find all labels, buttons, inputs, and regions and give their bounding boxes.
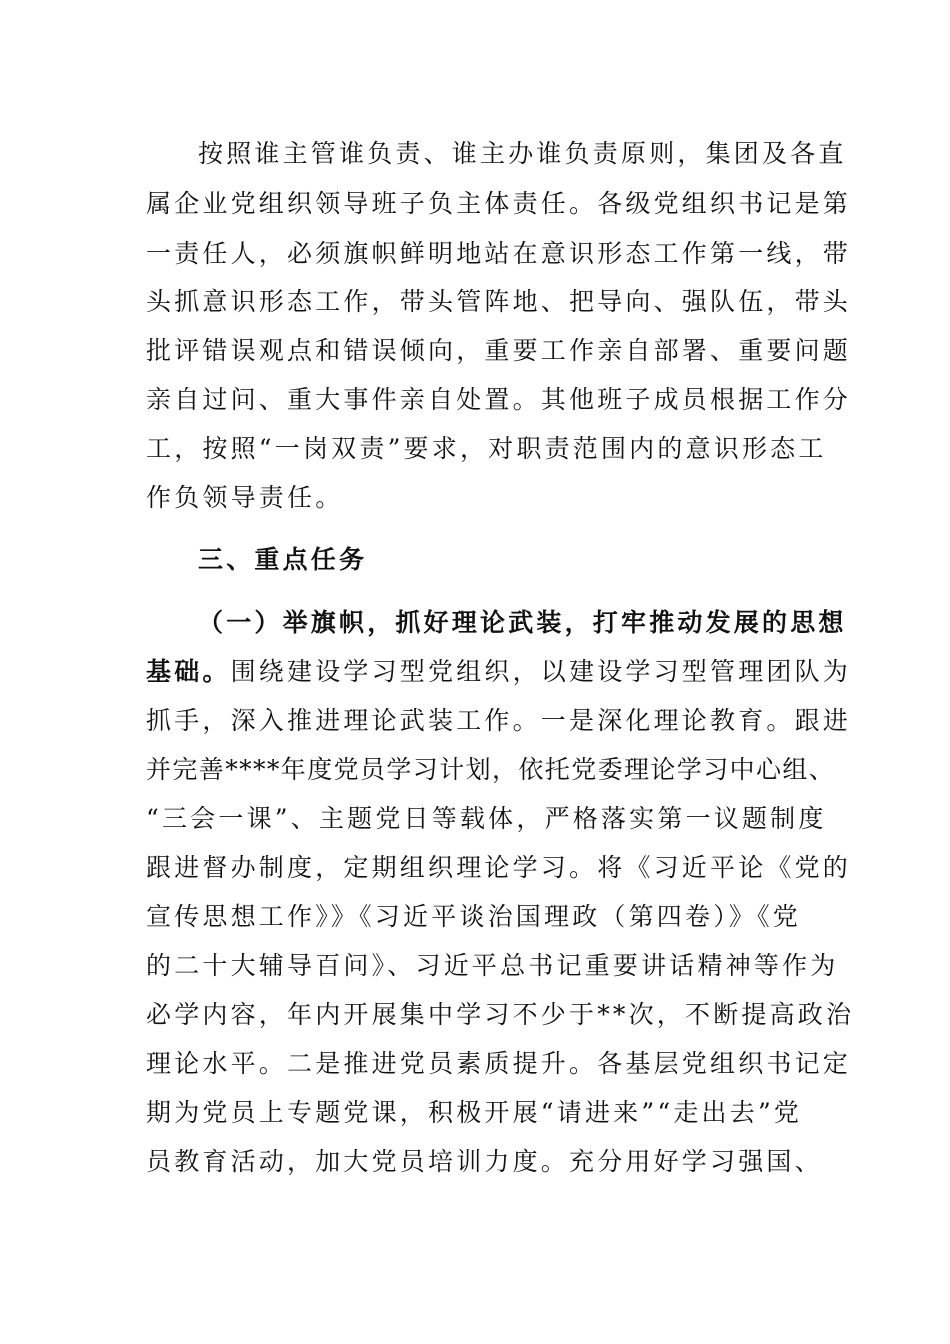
paragraph-2-bold-lead-line-1: （一）举旗帜，抓好理论武装，打牢推动发展的思想 [198, 608, 847, 637]
paragraph-1-line-3: 一责任人，必须旗帜鲜明地站在意识形态工作第一线，带 [146, 239, 852, 268]
paragraph-2-line-5: “三会一课”、主题党日等载体，严格落实第一议题制度 [146, 804, 827, 833]
paragraph-2-line-3: 抓手，深入推进理论武装工作。一是深化理论教育。跟进 [146, 706, 852, 735]
paragraph-1-line-7: 工，按照“一岗双责”要求，对职责范围内的意识形态工 [146, 434, 827, 463]
paragraph-2-line-10: 理论水平。二是推进党员素质提升。各基层党组织书记定 [146, 1049, 852, 1078]
paragraph-2-line-11: 期为党员上专题党课，积极开展“请进来”“走出去”党 [146, 1098, 803, 1127]
paragraph-2-line-2 [146, 646, 852, 698]
paragraph-1-line-6: 亲自过问、重大事件亲自处置。其他班子成员根据工作分 [146, 385, 852, 414]
paragraph-2-line-9: 必学内容，年内开展集中学习不少于**次，不断提高政治 [146, 1000, 855, 1029]
paragraph-1-line-5: 批评错误观点和错误倾向，重要工作亲自部署、重要问题 [146, 336, 852, 365]
paragraph-2-line-6: 跟进督办制度，定期组织理论学习。将《习近平论《党的 [146, 853, 852, 882]
paragraph-1-line-8: 作负领导责任。 [146, 483, 344, 512]
section-heading: 三、重点任务 [198, 545, 368, 574]
paragraph-2-bold-lead-line-2: 基础。 [146, 657, 231, 686]
paragraph-2-line-7: 宣传思想工作》》《习近平谈治国理政（第四卷）》《党 [146, 902, 802, 931]
paragraph-2-line-2-rest: 围绕建设学习型党组织，以建设学习型管理团队为 [230, 657, 852, 686]
paragraph-2-line-12: 员教育活动，加大党员培训力度。充分用好学习强国、 [146, 1147, 823, 1176]
paragraph-1-line-2: 属企业党组织领导班子负主体责任。各级党组织书记是第 [146, 189, 852, 218]
paragraph-1-line-1: 按照谁主管谁负责、谁主办谁负责原则，集团及各直 [198, 139, 847, 168]
paragraph-2-line-8: 的二十大辅导百问》、习近平总书记重要讲话精神等作为 [146, 951, 839, 980]
paragraph-2-line-4: 并完善****年度党员学习计划，依托党委理论学习中心组、 [146, 755, 836, 784]
paragraph-1-line-4: 头抓意识形态工作，带头管阵地、把导向、强队伍，带头 [146, 287, 852, 316]
